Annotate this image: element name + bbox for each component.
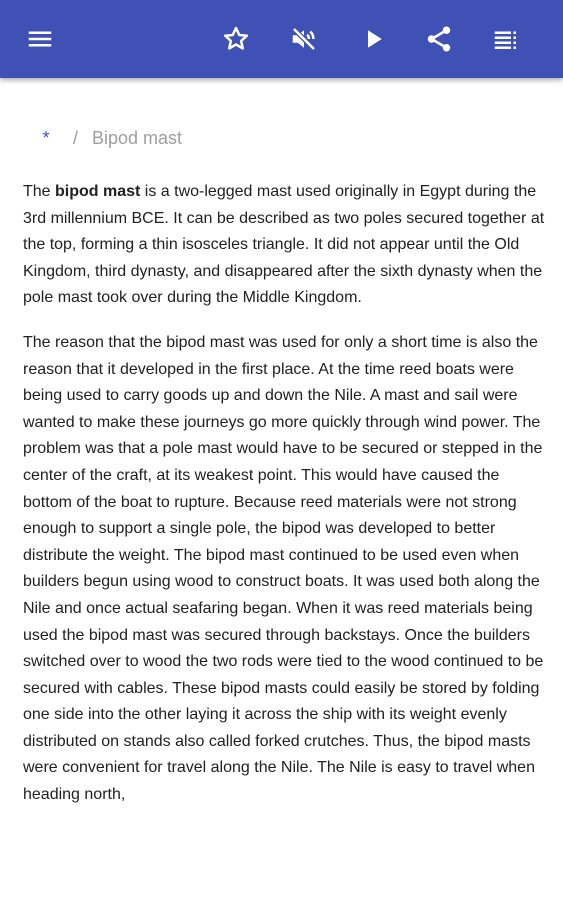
mute-icon: [289, 24, 319, 54]
article-term: bipod mast: [55, 183, 141, 200]
toc-icon: [491, 24, 521, 54]
article-body: [23, 179, 545, 827]
favorite-button[interactable]: [212, 15, 260, 63]
paragraph-text: is a two-legged mast used originally in Egypt during the 3rd millennium BCE. It can be described as two poles secured together at the top, forming a thin isosceles triangle. It did not appear until the Old Kingdom, third dynasty, and disappeared after the sixth dynasty when the pole mast took over during the Middle Kingdom.: [23, 183, 545, 307]
menu-icon: [25, 24, 55, 54]
article-paragraph: The reason that the bipod mast was used for only a short time is also the reason that it developed in the first place. At the time reed boats were being used to carry goods up and down the Nile. A mast and sail were wanted to make these journeys go more quickly through wind power. The problem was that a pole mast would have to be secured or stepped in the center of the craft, at its weakest point. This would have caused the bottom of the boat to rupture. Because reed materials were not strong enough to support a single pole, the bipod was developed to better distribute the weight. The bipod mast continued to be used even when builders begun using wood to construct boats. It was used both along the Nile and once actual seafaring began. When it was reed materials being used the bipod mast was secured through backstays. Once the builders switched over to wood the two rods were tied to the wood continued to be secured with cables. These bipod masts could easily be stored by folding one side into the other laying it across the ship with its weight evenly distributed on stands also called forked crutches. Thus, the bipod masts were convenient for travel along the Nile. The Nile is easy to travel when heading north,: [23, 333, 544, 804]
breadcrumb-current: Bipod mast: [92, 128, 183, 148]
app-bar: [0, 0, 563, 78]
breadcrumb: [37, 128, 182, 149]
play-icon: [358, 24, 388, 54]
article-paragraph: [23, 179, 545, 312]
share-icon: [424, 24, 454, 54]
contents-button[interactable]: [482, 15, 530, 63]
breadcrumb-separator: /: [73, 128, 79, 148]
article-content: [0, 78, 563, 900]
play-button[interactable]: [349, 15, 397, 63]
paragraph-lead: The: [23, 183, 56, 200]
mute-button[interactable]: [280, 15, 328, 63]
share-button[interactable]: [415, 15, 463, 63]
menu-button[interactable]: [16, 15, 64, 63]
breadcrumb-home-link[interactable]: *: [42, 128, 50, 148]
star-icon: [221, 24, 251, 54]
